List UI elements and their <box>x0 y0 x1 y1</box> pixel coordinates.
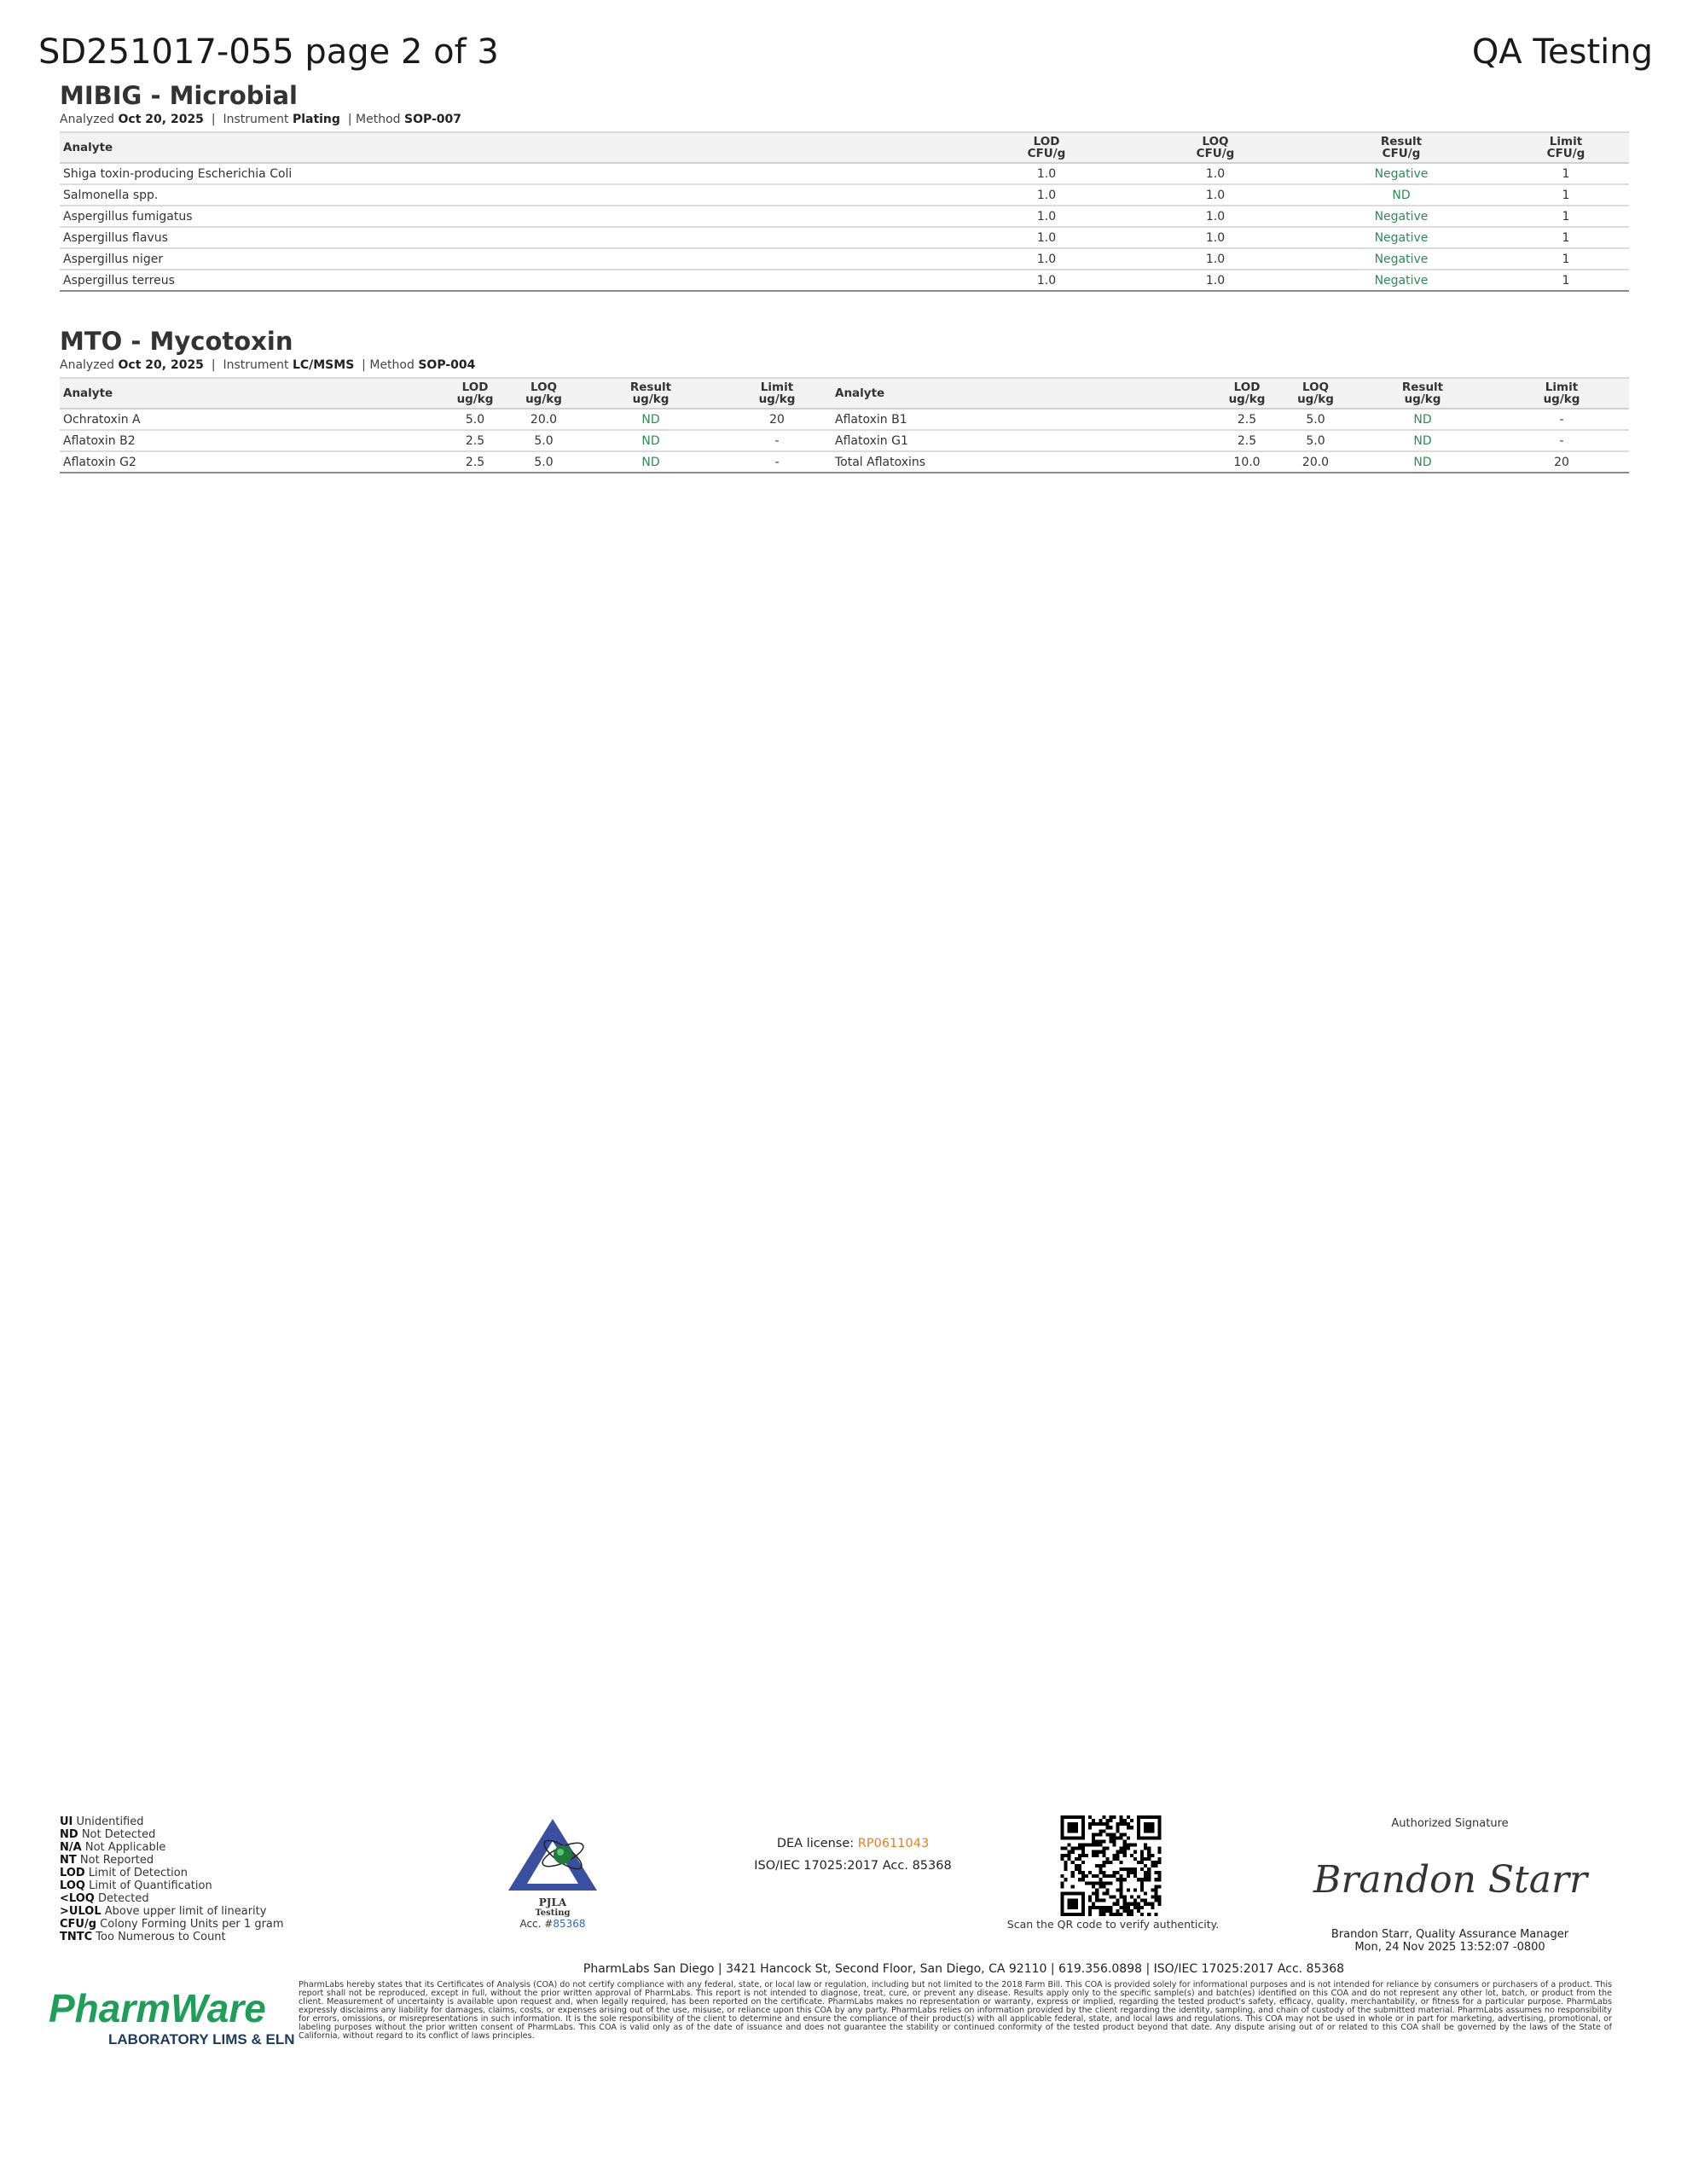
pjla-logo-icon <box>501 1815 604 1894</box>
pjla-name: PJLA <box>538 1896 567 1908</box>
lod-cell: 1.0 <box>962 206 1131 227</box>
col-result: Result CFU/g <box>1300 132 1503 163</box>
limit-cell: - <box>1494 409 1629 430</box>
col-limit: Limit CFU/g <box>1503 132 1629 163</box>
loq-cell: 1.0 <box>1131 163 1300 184</box>
microbial-meta: Analyzed Oct 20, 2025 | Instrument Plating | Method SOP-007 <box>60 113 462 126</box>
legend-abbr: UI <box>60 1815 73 1828</box>
analyte-cell: Aflatoxin B2 <box>60 430 442 451</box>
legend-abbr: NT <box>60 1854 77 1867</box>
analyte-cell: Aflatoxin G2 <box>60 451 442 473</box>
col-result: Result ug/kg <box>579 378 722 409</box>
qr-caption: Scan the QR code to verify authenticity. <box>1006 1918 1220 1931</box>
table-row <box>60 163 1629 184</box>
legend-meaning: Above upper limit of linearity <box>104 1905 267 1918</box>
mycotoxin-section <box>60 326 1629 473</box>
loq-cell: 5.0 <box>1280 409 1351 430</box>
table-row <box>60 248 1629 270</box>
loq-cell: 5.0 <box>1280 430 1351 451</box>
lod-cell: 1.0 <box>962 163 1131 184</box>
legend-abbr: LOD <box>60 1867 85 1879</box>
limit-cell: - <box>1494 430 1629 451</box>
legend-meaning: Limit of Quantification <box>89 1879 212 1892</box>
result-cell: ND <box>1351 451 1494 473</box>
verification-qr-code[interactable] <box>1058 1815 1164 1916</box>
legend-item <box>60 1905 284 1918</box>
analyte-cell: Aspergillus niger <box>60 248 962 270</box>
abbreviation-legend <box>60 1815 284 1943</box>
legend-meaning: Unidentified <box>76 1815 144 1828</box>
loq-cell: 1.0 <box>1131 270 1300 291</box>
lod-cell: 2.5 <box>1214 409 1280 430</box>
legal-disclaimer: PharmLabs hereby states that its Certificates of Analysis (COA) do not certify compliance with any federal, state, or local law or regulation, including but not limited to the 2018 Farm Bill. This COA is provided solely for informational purposes and is not intended for reliance by consumers or purchasers of a product. This report shall not be reproduced, except in full, without the prior written approval of PharmLabs. This report is not intended to diagnose, treat, cure, or prevent any disease. Results apply only to the specific sample(s) and batch(es) identified on this COA and do not represent any other lot, batch, or product from the client. Measurement of uncertainty is available upon request and, when legally required, has been reported on the certificate. PharmLabs makes no representation or warranty, express or implied, regarding the tested product's safety, efficacy, quality, merchantability, or fitness for a particular purpose. PharmLabs expressly disclaims any liability for damages, claims, costs, or expenses arising out of the use, misuse, or reliance upon this COA by any party. PharmLabs relies on information provided by the client regarding the identity, sampling, and chain of custody of the submitted material. PharmLabs assumes no responsibility for errors, omissions, or misrepresentations in such information. It is the sole responsibility of the client to determine and ensure the compliance of their product(s) with all applicable federal, state, and local laws and regulations. This COA may not be used in whole or in part for marketing, advertising, promotional, or labeling purposes without the prior written consent of PharmLabs. This COA is valid only as of the date of issuance and does not guarantee the stability or continued conformity of the tested product beyond that date. Any dispute arising out of or related to this COA shall be governed by the laws of the State of California, without regard to its conflict of laws principles. <box>299 1980 1612 2041</box>
table-row <box>60 227 1629 248</box>
limit-cell: 1 <box>1503 248 1629 270</box>
table-row <box>60 451 1629 473</box>
col-limit-2: Limit ug/kg <box>1494 378 1629 409</box>
legend-item <box>60 1918 284 1931</box>
analyte-cell: Salmonella spp. <box>60 184 962 206</box>
signatory <box>1296 1928 1603 1954</box>
lod-cell: 1.0 <box>962 227 1131 248</box>
analyte-cell: Shiga toxin-producing Escherichia Coli <box>60 163 962 184</box>
legend-meaning: Colony Forming Units per 1 gram <box>100 1918 284 1931</box>
legend-item <box>60 1841 284 1854</box>
limit-cell: 1 <box>1503 227 1629 248</box>
svg-text:PharmWare: PharmWare <box>49 1986 266 2030</box>
legend-abbr: <LOQ <box>60 1892 95 1905</box>
limit-cell: 1 <box>1503 163 1629 184</box>
mycotoxin-meta: Analyzed Oct 20, 2025 | Instrument LC/MSMS | Method SOP-004 <box>60 358 476 372</box>
legend-meaning: Limit of Detection <box>88 1867 188 1879</box>
col-analyte: Analyte <box>60 378 442 409</box>
lod-cell: 5.0 <box>442 409 508 430</box>
loq-cell: 1.0 <box>1131 227 1300 248</box>
limit-cell: 20 <box>1494 451 1629 473</box>
dea-label: DEA license: <box>776 1837 855 1850</box>
loq-cell: 5.0 <box>508 430 579 451</box>
result-cell: ND <box>1351 409 1494 430</box>
legend-abbr: CFU/g <box>60 1918 97 1931</box>
signatory-name-title: Brandon Starr, Quality Assurance Manager <box>1330 1928 1569 1941</box>
table-row <box>60 430 1629 451</box>
table-row <box>60 409 1629 430</box>
legend-meaning: Not Detected <box>81 1828 156 1841</box>
col-loq: LOQ CFU/g <box>1131 132 1300 163</box>
limit-cell: 1 <box>1503 184 1629 206</box>
pjla-accreditation <box>501 1815 604 1930</box>
limit-cell: - <box>722 451 832 473</box>
table-header-row <box>60 132 1629 163</box>
result-cell: Negative <box>1300 227 1503 248</box>
table-row <box>60 184 1629 206</box>
result-cell: ND <box>579 409 722 430</box>
lod-cell: 2.5 <box>1214 430 1280 451</box>
microbial-method: SOP-007 <box>403 113 462 126</box>
col-loq: LOQ ug/kg <box>508 378 579 409</box>
legend-meaning: Too Numerous to Count <box>96 1931 226 1943</box>
signature-date: Mon, 24 Nov 2025 13:52:07 -0800 <box>1354 1941 1545 1954</box>
lod-cell: 1.0 <box>962 248 1131 270</box>
analyte-cell: Aflatoxin B1 <box>832 409 1214 430</box>
col-analyte-2: Analyte <box>832 378 1214 409</box>
legend-item <box>60 1892 284 1905</box>
microbial-section <box>60 80 1629 292</box>
legend-item <box>60 1828 284 1841</box>
result-cell: Negative <box>1300 163 1503 184</box>
analyte-cell: Ochratoxin A <box>60 409 442 430</box>
dea-license-number: RP0611043 <box>857 1837 930 1850</box>
iso-accreditation: ISO/IEC 17025:2017 Acc. 85368 <box>754 1859 952 1873</box>
svg-text:LABORATORY LIMS & ELN: LABORATORY LIMS & ELN <box>108 2031 295 2048</box>
legend-abbr: LOQ <box>60 1879 85 1892</box>
col-lod-2: LOD ug/kg <box>1214 378 1280 409</box>
microbial-title: MIBIG - Microbial <box>60 81 298 110</box>
lod-cell: 2.5 <box>442 430 508 451</box>
pharmware-logo <box>47 1978 295 2054</box>
mycotoxin-instrument: LC/MSMS <box>292 358 355 372</box>
loq-cell: 1.0 <box>1131 206 1300 227</box>
pjla-acc: Acc. #85368 <box>519 1918 586 1930</box>
col-result-2: Result ug/kg <box>1351 378 1494 409</box>
limit-cell: 1 <box>1503 206 1629 227</box>
legend-item <box>60 1854 284 1867</box>
microbial-table <box>60 131 1629 292</box>
result-cell: ND <box>1351 430 1494 451</box>
lod-cell: 1.0 <box>962 184 1131 206</box>
result-cell: Negative <box>1300 206 1503 227</box>
result-cell: Negative <box>1300 248 1503 270</box>
loq-cell: 1.0 <box>1131 184 1300 206</box>
microbial-date: Oct 20, 2025 <box>118 113 204 126</box>
legend-item <box>60 1931 284 1943</box>
mycotoxin-method: SOP-004 <box>418 358 476 372</box>
lod-cell: 1.0 <box>962 270 1131 291</box>
legend-abbr: TNTC <box>60 1931 93 1943</box>
loq-cell: 20.0 <box>1280 451 1351 473</box>
pjla-sub: Testing <box>535 1908 571 1918</box>
col-loq-2: LOQ ug/kg <box>1280 378 1351 409</box>
legend-meaning: Not Reported <box>79 1854 154 1867</box>
table-row <box>60 270 1629 291</box>
analyte-cell: Aspergillus flavus <box>60 227 962 248</box>
mycotoxin-title: MTO - Mycotoxin <box>60 327 293 356</box>
limit-cell: 20 <box>722 409 832 430</box>
table-row <box>60 206 1629 227</box>
doc-type-label: QA Testing <box>1471 32 1653 72</box>
analyte-cell: Aspergillus terreus <box>60 270 962 291</box>
limit-cell: - <box>722 430 832 451</box>
loq-cell: 1.0 <box>1131 248 1300 270</box>
legend-meaning: Not Applicable <box>84 1841 166 1854</box>
signature-label: Authorized Signature <box>1391 1817 1509 1830</box>
col-lod: LOD ug/kg <box>442 378 508 409</box>
mycotoxin-date: Oct 20, 2025 <box>118 358 204 372</box>
legend-abbr: ND <box>60 1828 78 1841</box>
analyte-cell: Aflatoxin G1 <box>832 430 1214 451</box>
dea-license-block <box>742 1833 964 1877</box>
col-lod: LOD CFU/g <box>962 132 1131 163</box>
legend-abbr: N/A <box>60 1841 82 1854</box>
lod-cell: 2.5 <box>442 451 508 473</box>
limit-cell: 1 <box>1503 270 1629 291</box>
page-title: SD251017-055 page 2 of 3 <box>38 32 499 72</box>
legend-item <box>60 1815 284 1828</box>
col-limit: Limit ug/kg <box>722 378 832 409</box>
result-cell: Negative <box>1300 270 1503 291</box>
analyte-cell: Total Aflatoxins <box>832 451 1214 473</box>
result-cell: ND <box>1300 184 1503 206</box>
result-cell: ND <box>579 451 722 473</box>
loq-cell: 5.0 <box>508 451 579 473</box>
loq-cell: 20.0 <box>508 409 579 430</box>
microbial-instrument: Plating <box>292 113 340 126</box>
svg-text:Brandon Starr: Brandon Starr <box>1313 1858 1588 1902</box>
legend-abbr: >ULOL <box>60 1905 101 1918</box>
col-analyte: Analyte <box>60 132 962 163</box>
lod-cell: 10.0 <box>1214 451 1280 473</box>
mycotoxin-table <box>60 377 1629 473</box>
analyte-cell: Aspergillus fumigatus <box>60 206 962 227</box>
legend-item <box>60 1879 284 1892</box>
table-header-row <box>60 378 1629 409</box>
handwritten-signature <box>1305 1851 1586 1911</box>
result-cell: ND <box>579 430 722 451</box>
lab-address: PharmLabs San Diego | 3421 Hancock St, Second Floor, San Diego, CA 92110 | 619.356.0898 | ISO/IEC 17025:2017 Acc. 85368 <box>583 1962 1345 1976</box>
legend-meaning: Detected <box>97 1892 149 1905</box>
legend-item <box>60 1867 284 1879</box>
